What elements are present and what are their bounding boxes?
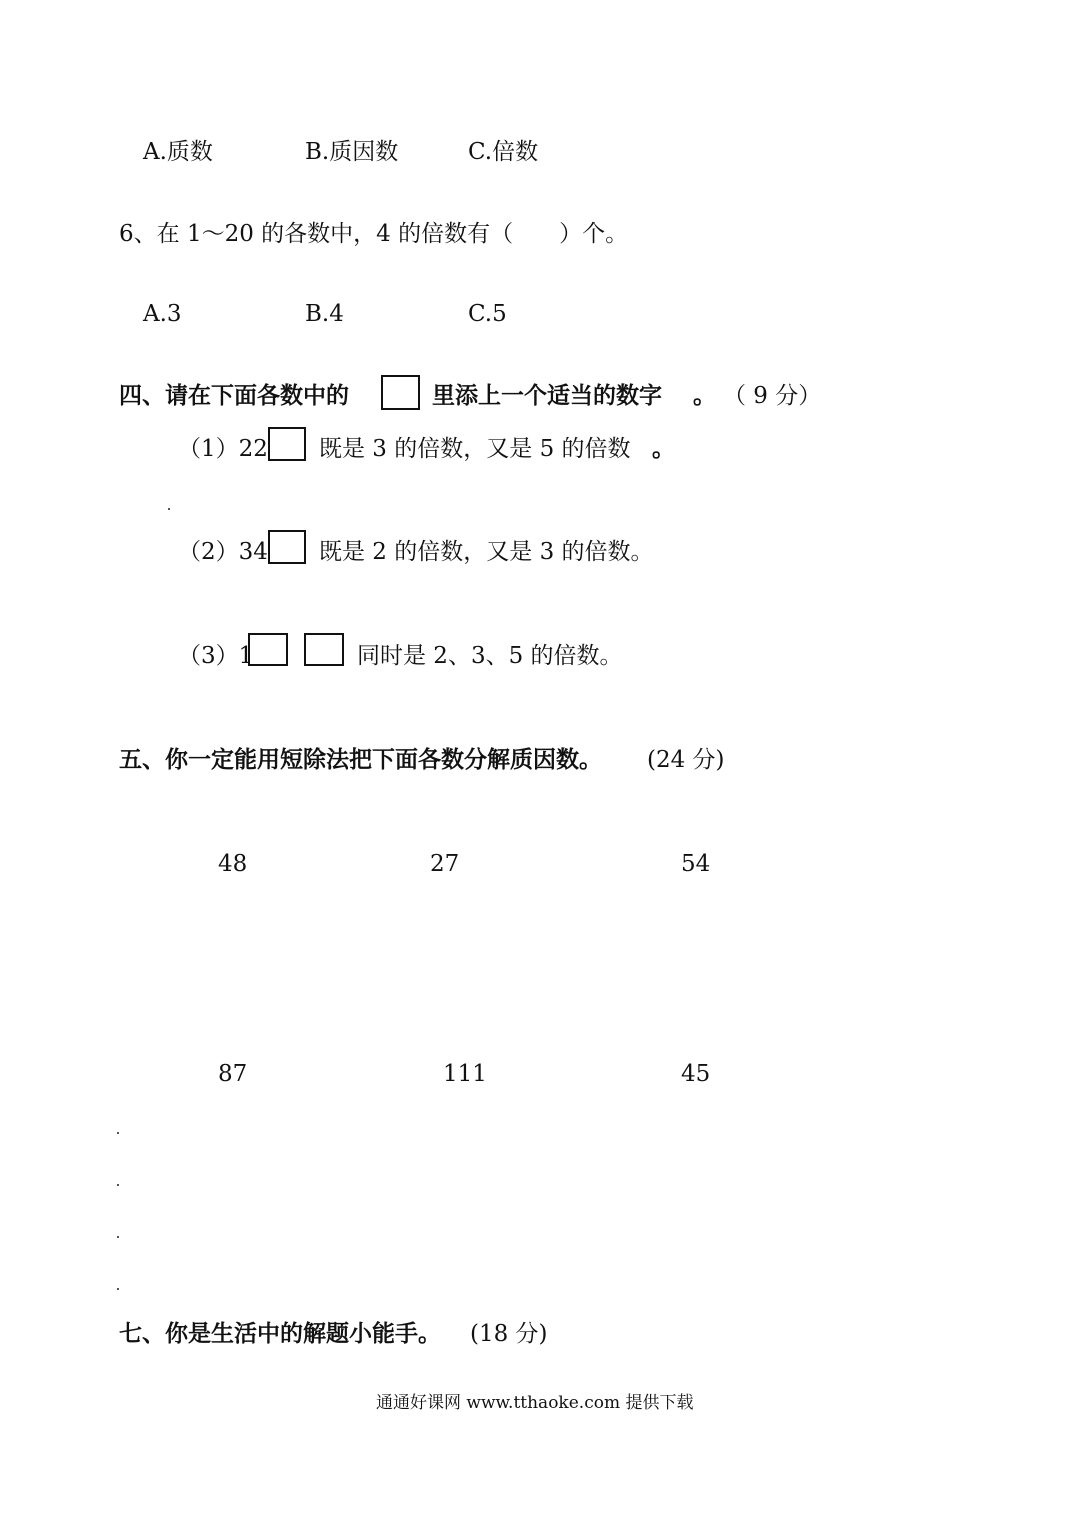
q5-option-c: C.倍数 [468,139,539,165]
section4-item2-prefix: （2）34 [178,539,268,565]
item3-blank-box-1[interactable] [248,633,288,666]
scan-speck [117,1132,119,1134]
q5-option-b: B.质因数 [305,139,399,165]
number-27: 27 [430,851,460,877]
section4-item1-end: 。 [652,436,675,462]
section4-heading-period: 。 [693,383,716,409]
number-48: 48 [218,851,248,877]
section4-heading-part1: 四、请在下面各数中的 [119,383,349,409]
section4-item3-prefix: （3）1 [178,643,254,669]
scan-speck [168,508,170,510]
number-45: 45 [681,1061,711,1087]
q6-option-c: C.5 [468,301,507,327]
section7-score: (18 分) [470,1321,548,1347]
section4-item1-prefix: （1）22 [178,436,268,462]
q6-option-a: A.3 [143,301,182,327]
scan-speck [117,1184,119,1186]
section4-item1-text: 既是 3 的倍数，又是 5 的倍数 [319,436,631,462]
number-111: 111 [443,1061,487,1087]
number-54: 54 [681,851,711,877]
section5-heading: 五、你一定能用短除法把下面各数分解质因数。 [119,747,602,773]
scan-speck [117,1236,119,1238]
heading-blank-box [381,375,420,410]
section4-item3-text: 同时是 2、3、5 的倍数。 [357,643,623,669]
section4-heading-score: （ 9 分） [723,383,822,409]
item3-blank-box-2[interactable] [304,633,344,666]
q6-stem: 6、在 1～20 的各数中，4 的倍数有（ ）个。 [119,221,629,247]
section4-item2-text: 既是 2 的倍数，又是 3 的倍数。 [319,539,654,565]
section7-heading: 七、你是生活中的解题小能手。 [119,1321,441,1347]
section4-heading-part2: 里添上一个适当的数字 [432,383,662,409]
section5-score: (24 分) [647,747,725,773]
q5-option-a: A.质数 [143,139,213,165]
q6-option-b: B.4 [305,301,344,327]
scan-speck [117,1288,119,1290]
item2-blank-box[interactable] [268,530,306,564]
footer-credit: 通通好课网 www.tthaoke.com 提供下载 [376,1393,694,1413]
item1-blank-box[interactable] [268,427,306,461]
number-87: 87 [218,1061,248,1087]
